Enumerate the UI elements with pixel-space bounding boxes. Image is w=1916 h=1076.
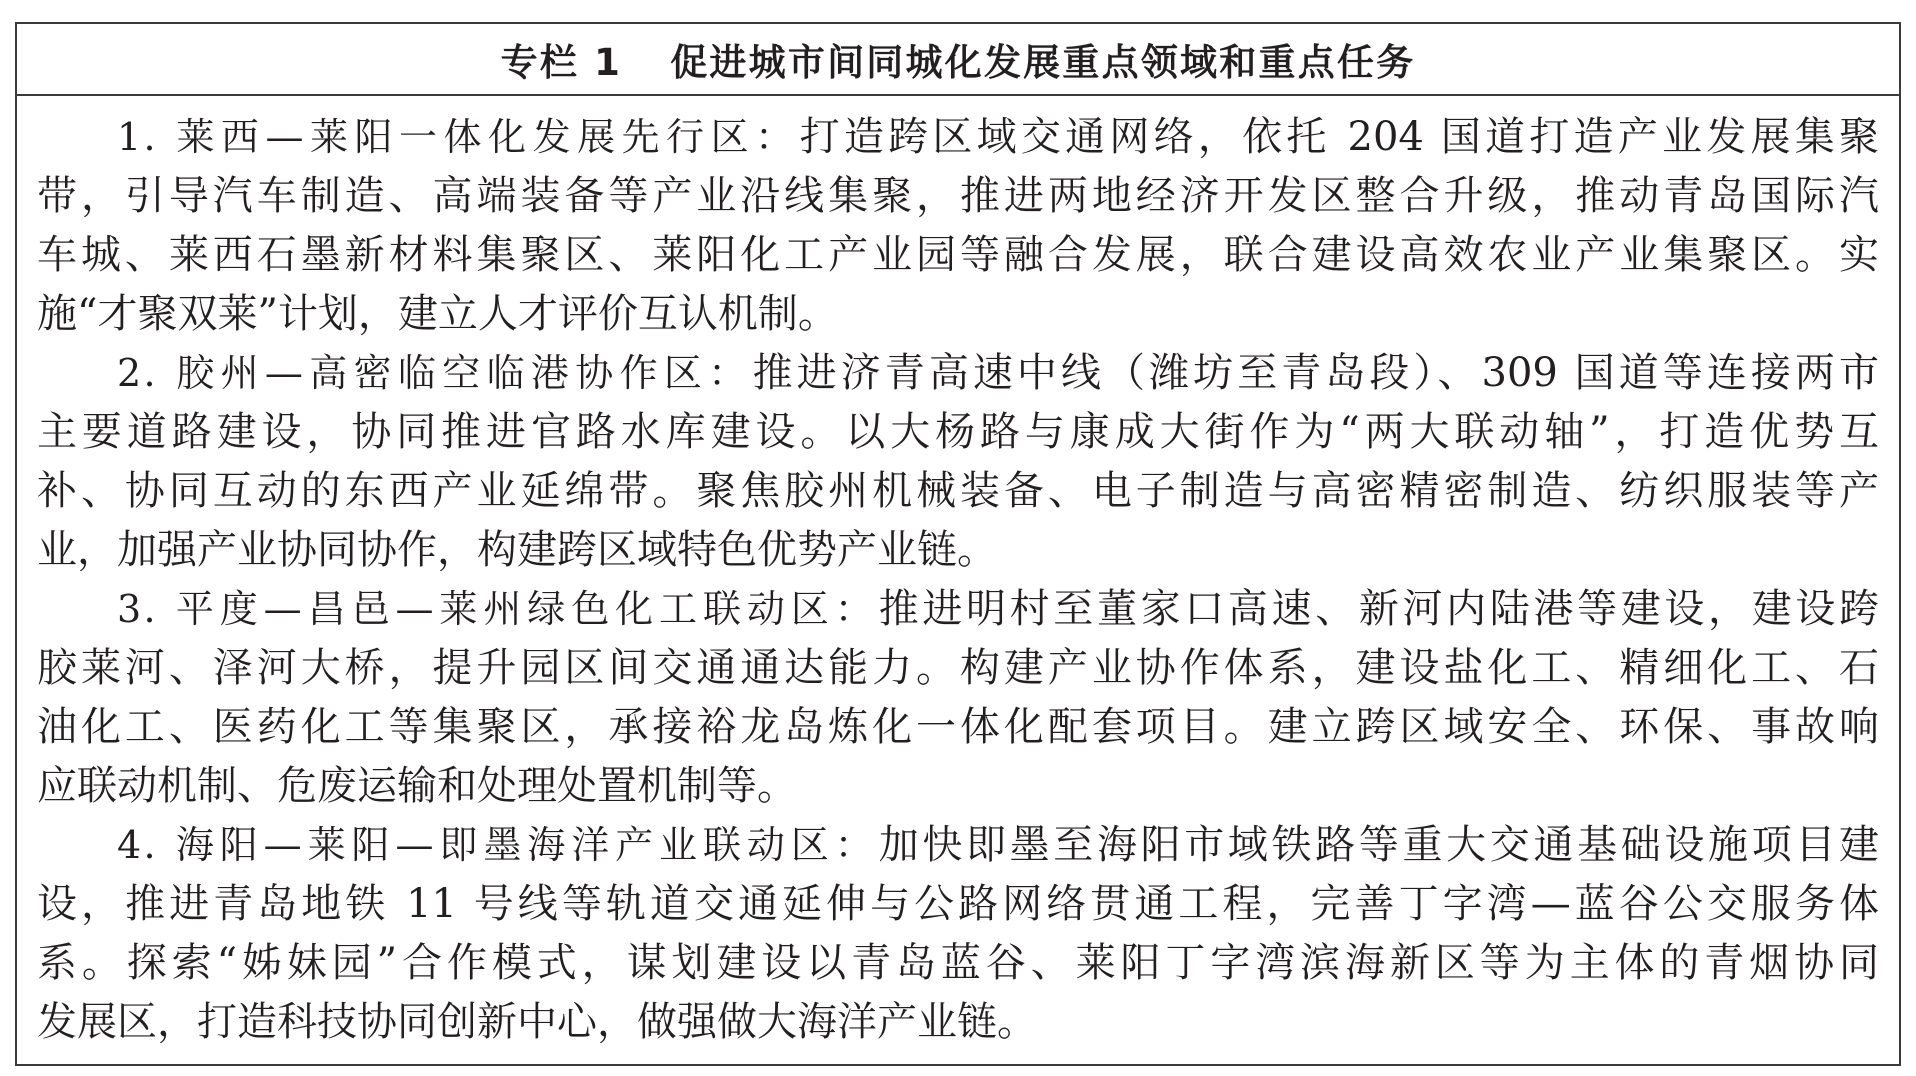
paragraph-4: [37, 816, 1879, 1052]
paragraph-text: 推进济青高速中线（潍坊至青岛段）、309 国道等连接两市: [752, 350, 1879, 396]
paragraph-line: 胶莱河、泽河大桥，提升园区间交通通达能力。构建产业协作体系，建设盐化工、精细化工、石: [37, 645, 1879, 691]
paragraph-3: [37, 580, 1879, 816]
paragraph-line: 带，引导汽车制造、高端装备等产业沿线集聚，推进两地经济开发区整合升级，推动青岛国际汽: [37, 173, 1879, 219]
paragraph-text: 加快即墨至海阳市域铁路等重大交通基础设施项目建: [878, 822, 1879, 868]
paragraph-line: [37, 344, 1879, 403]
paragraph-line: 油化工、医药化工等集聚区，承接裕龙岛炼化一体化配套项目。建立跨区域安全、环保、事故响: [37, 704, 1879, 750]
paragraph-line: 施“才聚双莱”计划，建立人才评价互认机制。: [37, 291, 838, 337]
column-number: 专栏 1: [500, 41, 623, 84]
column-body: [17, 96, 1899, 1052]
column-title-text: 促进城市间同城化发展重点领域和重点任务: [670, 41, 1416, 84]
paragraph-text: 打造跨区域交通网络，依托 204 国道打造产业发展集聚: [799, 114, 1879, 160]
paragraph-line: [37, 108, 1879, 167]
paragraph-line: [37, 580, 1879, 639]
paragraph-heading: 3. 平度—昌邑—莱州绿色化工联动区：: [117, 587, 879, 631]
paragraph-2: [37, 344, 1879, 580]
paragraph-line: [37, 816, 1879, 875]
paragraph-line: 业，加强产业协同协作，构建跨区域特色优势产业链。: [37, 527, 997, 573]
paragraph-line: 车城、莱西石墨新材料集聚区、莱阳化工产业园等融合发展，联合建设高效农业产业集聚区。实: [37, 232, 1879, 278]
paragraph-heading: 2. 胶州—高密临空临港协作区：: [117, 351, 753, 395]
paragraph-line: 主要道路建设，协同推进官路水库建设。以大杨路与康成大街作为“两大联动轴”，打造优势互: [37, 409, 1879, 455]
paragraph-line: 补、协同互动的东西产业延绵带。聚焦胶州机械装备、电子制造与高密精密制造、纺织服装等产: [37, 468, 1879, 514]
column-title: [17, 24, 1899, 96]
paragraph-text: 推进明村至董家口高速、新河内陆港等建设，建设跨: [878, 586, 1879, 632]
column-box: [15, 22, 1901, 1066]
paragraph-1: [37, 108, 1879, 344]
paragraph-line: 应联动机制、危废运输和处理处置机制等。: [37, 763, 797, 809]
paragraph-line: 设，推进青岛地铁 11 号线等轨道交通延伸与公路网络贯通工程，完善丁字湾—蓝谷公交服务体: [37, 881, 1879, 927]
paragraph-line: 发展区，打造科技协同创新中心，做强做大海洋产业链。: [37, 999, 1037, 1045]
paragraph-line: 系。探索“姊妹园”合作模式，谋划建设以青岛蓝谷、莱阳丁字湾滨海新区等为主体的青烟协同: [37, 940, 1879, 986]
paragraph-heading: 4. 海阳—莱阳—即墨海洋产业联动区：: [117, 823, 879, 867]
paragraph-heading: 1. 莱西—莱阳一体化发展先行区：: [117, 115, 800, 159]
